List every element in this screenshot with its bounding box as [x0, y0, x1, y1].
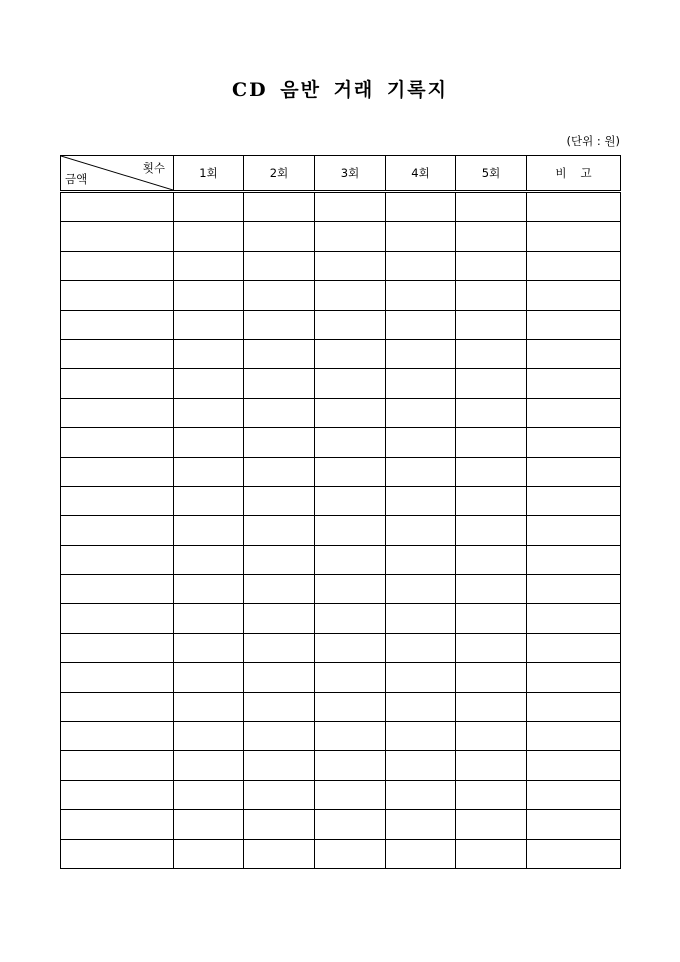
round-3-cell[interactable] [315, 780, 386, 809]
round-1-cell[interactable] [174, 310, 244, 339]
remark-cell[interactable] [527, 251, 621, 280]
column-header-round-4: 4회 [386, 156, 456, 192]
round-1-cell[interactable] [174, 839, 244, 868]
round-3-cell[interactable] [315, 839, 386, 868]
amount-cell[interactable] [61, 457, 174, 486]
amount-cell[interactable] [61, 604, 174, 633]
round-2-cell[interactable] [244, 251, 315, 280]
round-3-cell[interactable] [315, 398, 386, 427]
round-4-cell[interactable] [386, 398, 456, 427]
table-row [61, 604, 621, 633]
round-1-cell[interactable] [174, 604, 244, 633]
round-5-cell[interactable] [456, 251, 527, 280]
round-4-cell[interactable] [386, 486, 456, 515]
round-2-cell[interactable] [244, 810, 315, 839]
remark-cell[interactable] [527, 780, 621, 809]
remark-cell[interactable] [527, 663, 621, 692]
column-header-remark: 비고 [527, 156, 621, 192]
round-3-cell[interactable] [315, 251, 386, 280]
table-row [61, 486, 621, 515]
table-row [61, 369, 621, 398]
amount-cell[interactable] [61, 310, 174, 339]
page-title: CD 음반 거래 기록지 [232, 79, 448, 101]
round-4-cell[interactable] [386, 251, 456, 280]
remark-cell[interactable] [527, 751, 621, 780]
amount-cell[interactable] [61, 516, 174, 545]
remark-cell[interactable] [527, 722, 621, 751]
round-3-cell[interactable] [315, 575, 386, 604]
remark-cell[interactable] [527, 310, 621, 339]
table-row [61, 692, 621, 721]
amount-cell[interactable] [61, 428, 174, 457]
amount-cell[interactable] [61, 839, 174, 868]
remark-cell[interactable] [527, 545, 621, 574]
round-5-cell[interactable] [456, 369, 527, 398]
amount-cell[interactable] [61, 398, 174, 427]
round-2-cell[interactable] [244, 751, 315, 780]
table-row [61, 310, 621, 339]
round-5-cell[interactable] [456, 486, 527, 515]
column-header-round-1: 1회 [174, 156, 244, 192]
round-2-cell[interactable] [244, 633, 315, 662]
round-2-cell[interactable] [244, 457, 315, 486]
round-2-cell[interactable] [244, 339, 315, 368]
round-1-cell[interactable] [174, 192, 244, 222]
round-5-cell[interactable] [456, 310, 527, 339]
round-2-cell[interactable] [244, 310, 315, 339]
column-header-round-2: 2회 [244, 156, 315, 192]
round-1-cell[interactable] [174, 251, 244, 280]
table-row [61, 810, 621, 839]
remark-cell[interactable] [527, 575, 621, 604]
round-5-cell[interactable] [456, 810, 527, 839]
column-header-round-5: 5회 [456, 156, 527, 192]
remark-cell[interactable] [527, 428, 621, 457]
amount-cell[interactable] [61, 281, 174, 310]
round-5-cell[interactable] [456, 575, 527, 604]
round-2-cell[interactable] [244, 516, 315, 545]
table-row [61, 751, 621, 780]
table-row [61, 633, 621, 662]
round-3-cell[interactable] [315, 751, 386, 780]
round-4-cell[interactable] [386, 780, 456, 809]
amount-cell[interactable] [61, 575, 174, 604]
table-row [61, 251, 621, 280]
table-row [61, 281, 621, 310]
round-3-cell[interactable] [315, 810, 386, 839]
round-4-cell[interactable] [386, 839, 456, 868]
round-2-cell[interactable] [244, 222, 315, 251]
round-2-cell[interactable] [244, 604, 315, 633]
round-5-cell[interactable] [456, 722, 527, 751]
round-4-cell[interactable] [386, 722, 456, 751]
amount-header-label: 금액 [65, 172, 88, 186]
remark-cell[interactable] [527, 839, 621, 868]
table-row [61, 722, 621, 751]
round-1-cell[interactable] [174, 810, 244, 839]
remark-cell[interactable] [527, 457, 621, 486]
round-4-cell[interactable] [386, 810, 456, 839]
corner-header-cell [61, 156, 174, 192]
round-2-cell[interactable] [244, 281, 315, 310]
round-4-cell[interactable] [386, 192, 456, 222]
round-2-cell[interactable] [244, 192, 315, 222]
round-4-cell[interactable] [386, 339, 456, 368]
remark-cell[interactable] [527, 692, 621, 721]
round-4-cell[interactable] [386, 604, 456, 633]
round-3-cell[interactable] [315, 545, 386, 574]
table-row [61, 780, 621, 809]
table-row [61, 516, 621, 545]
round-4-cell[interactable] [386, 369, 456, 398]
remark-cell[interactable] [527, 398, 621, 427]
remark-cell[interactable] [527, 222, 621, 251]
table-row [61, 192, 621, 222]
count-header-label: 횟수 [142, 161, 165, 175]
round-1-cell[interactable] [174, 398, 244, 427]
remark-cell[interactable] [527, 486, 621, 515]
round-2-cell[interactable] [244, 692, 315, 721]
round-4-cell[interactable] [386, 428, 456, 457]
round-4-cell[interactable] [386, 633, 456, 662]
remark-cell[interactable] [527, 633, 621, 662]
table-row [61, 839, 621, 868]
amount-cell[interactable] [61, 251, 174, 280]
round-4-cell[interactable] [386, 575, 456, 604]
amount-cell[interactable] [61, 486, 174, 515]
round-5-cell[interactable] [456, 339, 527, 368]
round-1-cell[interactable] [174, 281, 244, 310]
round-3-cell[interactable] [315, 486, 386, 515]
round-2-cell[interactable] [244, 780, 315, 809]
round-2-cell[interactable] [244, 839, 315, 868]
amount-cell[interactable] [61, 692, 174, 721]
round-5-cell[interactable] [456, 516, 527, 545]
round-2-cell[interactable] [244, 486, 315, 515]
column-header-round-3: 3회 [315, 156, 386, 192]
round-5-cell[interactable] [456, 281, 527, 310]
round-5-cell[interactable] [456, 663, 527, 692]
amount-cell[interactable] [61, 222, 174, 251]
unit-note: (단위 : 원) [566, 134, 620, 148]
remark-cell[interactable] [527, 810, 621, 839]
round-4-cell[interactable] [386, 222, 456, 251]
table-row [61, 545, 621, 574]
amount-cell[interactable] [61, 545, 174, 574]
round-1-cell[interactable] [174, 633, 244, 662]
round-3-cell[interactable] [315, 428, 386, 457]
round-5-cell[interactable] [456, 545, 527, 574]
round-1-cell[interactable] [174, 780, 244, 809]
round-1-cell[interactable] [174, 663, 244, 692]
table-row [61, 398, 621, 427]
round-5-cell[interactable] [456, 398, 527, 427]
round-2-cell[interactable] [244, 545, 315, 574]
round-3-cell[interactable] [315, 310, 386, 339]
amount-cell[interactable] [61, 810, 174, 839]
round-5-cell[interactable] [456, 457, 527, 486]
amount-cell[interactable] [61, 780, 174, 809]
amount-cell[interactable] [61, 339, 174, 368]
round-4-cell[interactable] [386, 692, 456, 721]
record-table [60, 155, 621, 869]
round-1-cell[interactable] [174, 222, 244, 251]
round-1-cell[interactable] [174, 369, 244, 398]
round-3-cell[interactable] [315, 192, 386, 222]
remark-cell[interactable] [527, 604, 621, 633]
round-5-cell[interactable] [456, 692, 527, 721]
round-4-cell[interactable] [386, 663, 456, 692]
table-row [61, 663, 621, 692]
remark-cell[interactable] [527, 369, 621, 398]
round-3-cell[interactable] [315, 222, 386, 251]
round-3-cell[interactable] [315, 692, 386, 721]
round-3-cell[interactable] [315, 516, 386, 545]
amount-cell[interactable] [61, 192, 174, 222]
round-3-cell[interactable] [315, 722, 386, 751]
table-row [61, 222, 621, 251]
round-3-cell[interactable] [315, 633, 386, 662]
round-5-cell[interactable] [456, 839, 527, 868]
round-2-cell[interactable] [244, 428, 315, 457]
round-1-cell[interactable] [174, 339, 244, 368]
round-2-cell[interactable] [244, 575, 315, 604]
round-5-cell[interactable] [456, 780, 527, 809]
amount-cell[interactable] [61, 751, 174, 780]
round-2-cell[interactable] [244, 663, 315, 692]
round-3-cell[interactable] [315, 604, 386, 633]
round-4-cell[interactable] [386, 545, 456, 574]
round-1-cell[interactable] [174, 692, 244, 721]
round-3-cell[interactable] [315, 281, 386, 310]
amount-cell[interactable] [61, 663, 174, 692]
table-row [61, 457, 621, 486]
round-5-cell[interactable] [456, 604, 527, 633]
round-3-cell[interactable] [315, 339, 386, 368]
round-4-cell[interactable] [386, 310, 456, 339]
round-1-cell[interactable] [174, 457, 244, 486]
table-row [61, 575, 621, 604]
remark-cell[interactable] [527, 516, 621, 545]
table-row [61, 428, 621, 457]
amount-cell[interactable] [61, 369, 174, 398]
amount-cell[interactable] [61, 722, 174, 751]
round-1-cell[interactable] [174, 428, 244, 457]
table-row [61, 339, 621, 368]
round-4-cell[interactable] [386, 751, 456, 780]
round-2-cell[interactable] [244, 398, 315, 427]
remark-cell[interactable] [527, 281, 621, 310]
round-5-cell[interactable] [456, 751, 527, 780]
round-4-cell[interactable] [386, 281, 456, 310]
round-1-cell[interactable] [174, 722, 244, 751]
round-3-cell[interactable] [315, 457, 386, 486]
amount-cell[interactable] [61, 633, 174, 662]
round-1-cell[interactable] [174, 516, 244, 545]
round-5-cell[interactable] [456, 633, 527, 662]
round-3-cell[interactable] [315, 663, 386, 692]
remark-cell[interactable] [527, 192, 621, 222]
round-5-cell[interactable] [456, 428, 527, 457]
header-row [61, 156, 621, 192]
round-5-cell[interactable] [456, 222, 527, 251]
round-1-cell[interactable] [174, 545, 244, 574]
round-4-cell[interactable] [386, 457, 456, 486]
round-4-cell[interactable] [386, 516, 456, 545]
record-table-body [61, 192, 621, 869]
round-1-cell[interactable] [174, 751, 244, 780]
round-5-cell[interactable] [456, 192, 527, 222]
round-1-cell[interactable] [174, 486, 244, 515]
round-2-cell[interactable] [244, 369, 315, 398]
remark-cell[interactable] [527, 339, 621, 368]
round-2-cell[interactable] [244, 722, 315, 751]
round-3-cell[interactable] [315, 369, 386, 398]
round-1-cell[interactable] [174, 575, 244, 604]
